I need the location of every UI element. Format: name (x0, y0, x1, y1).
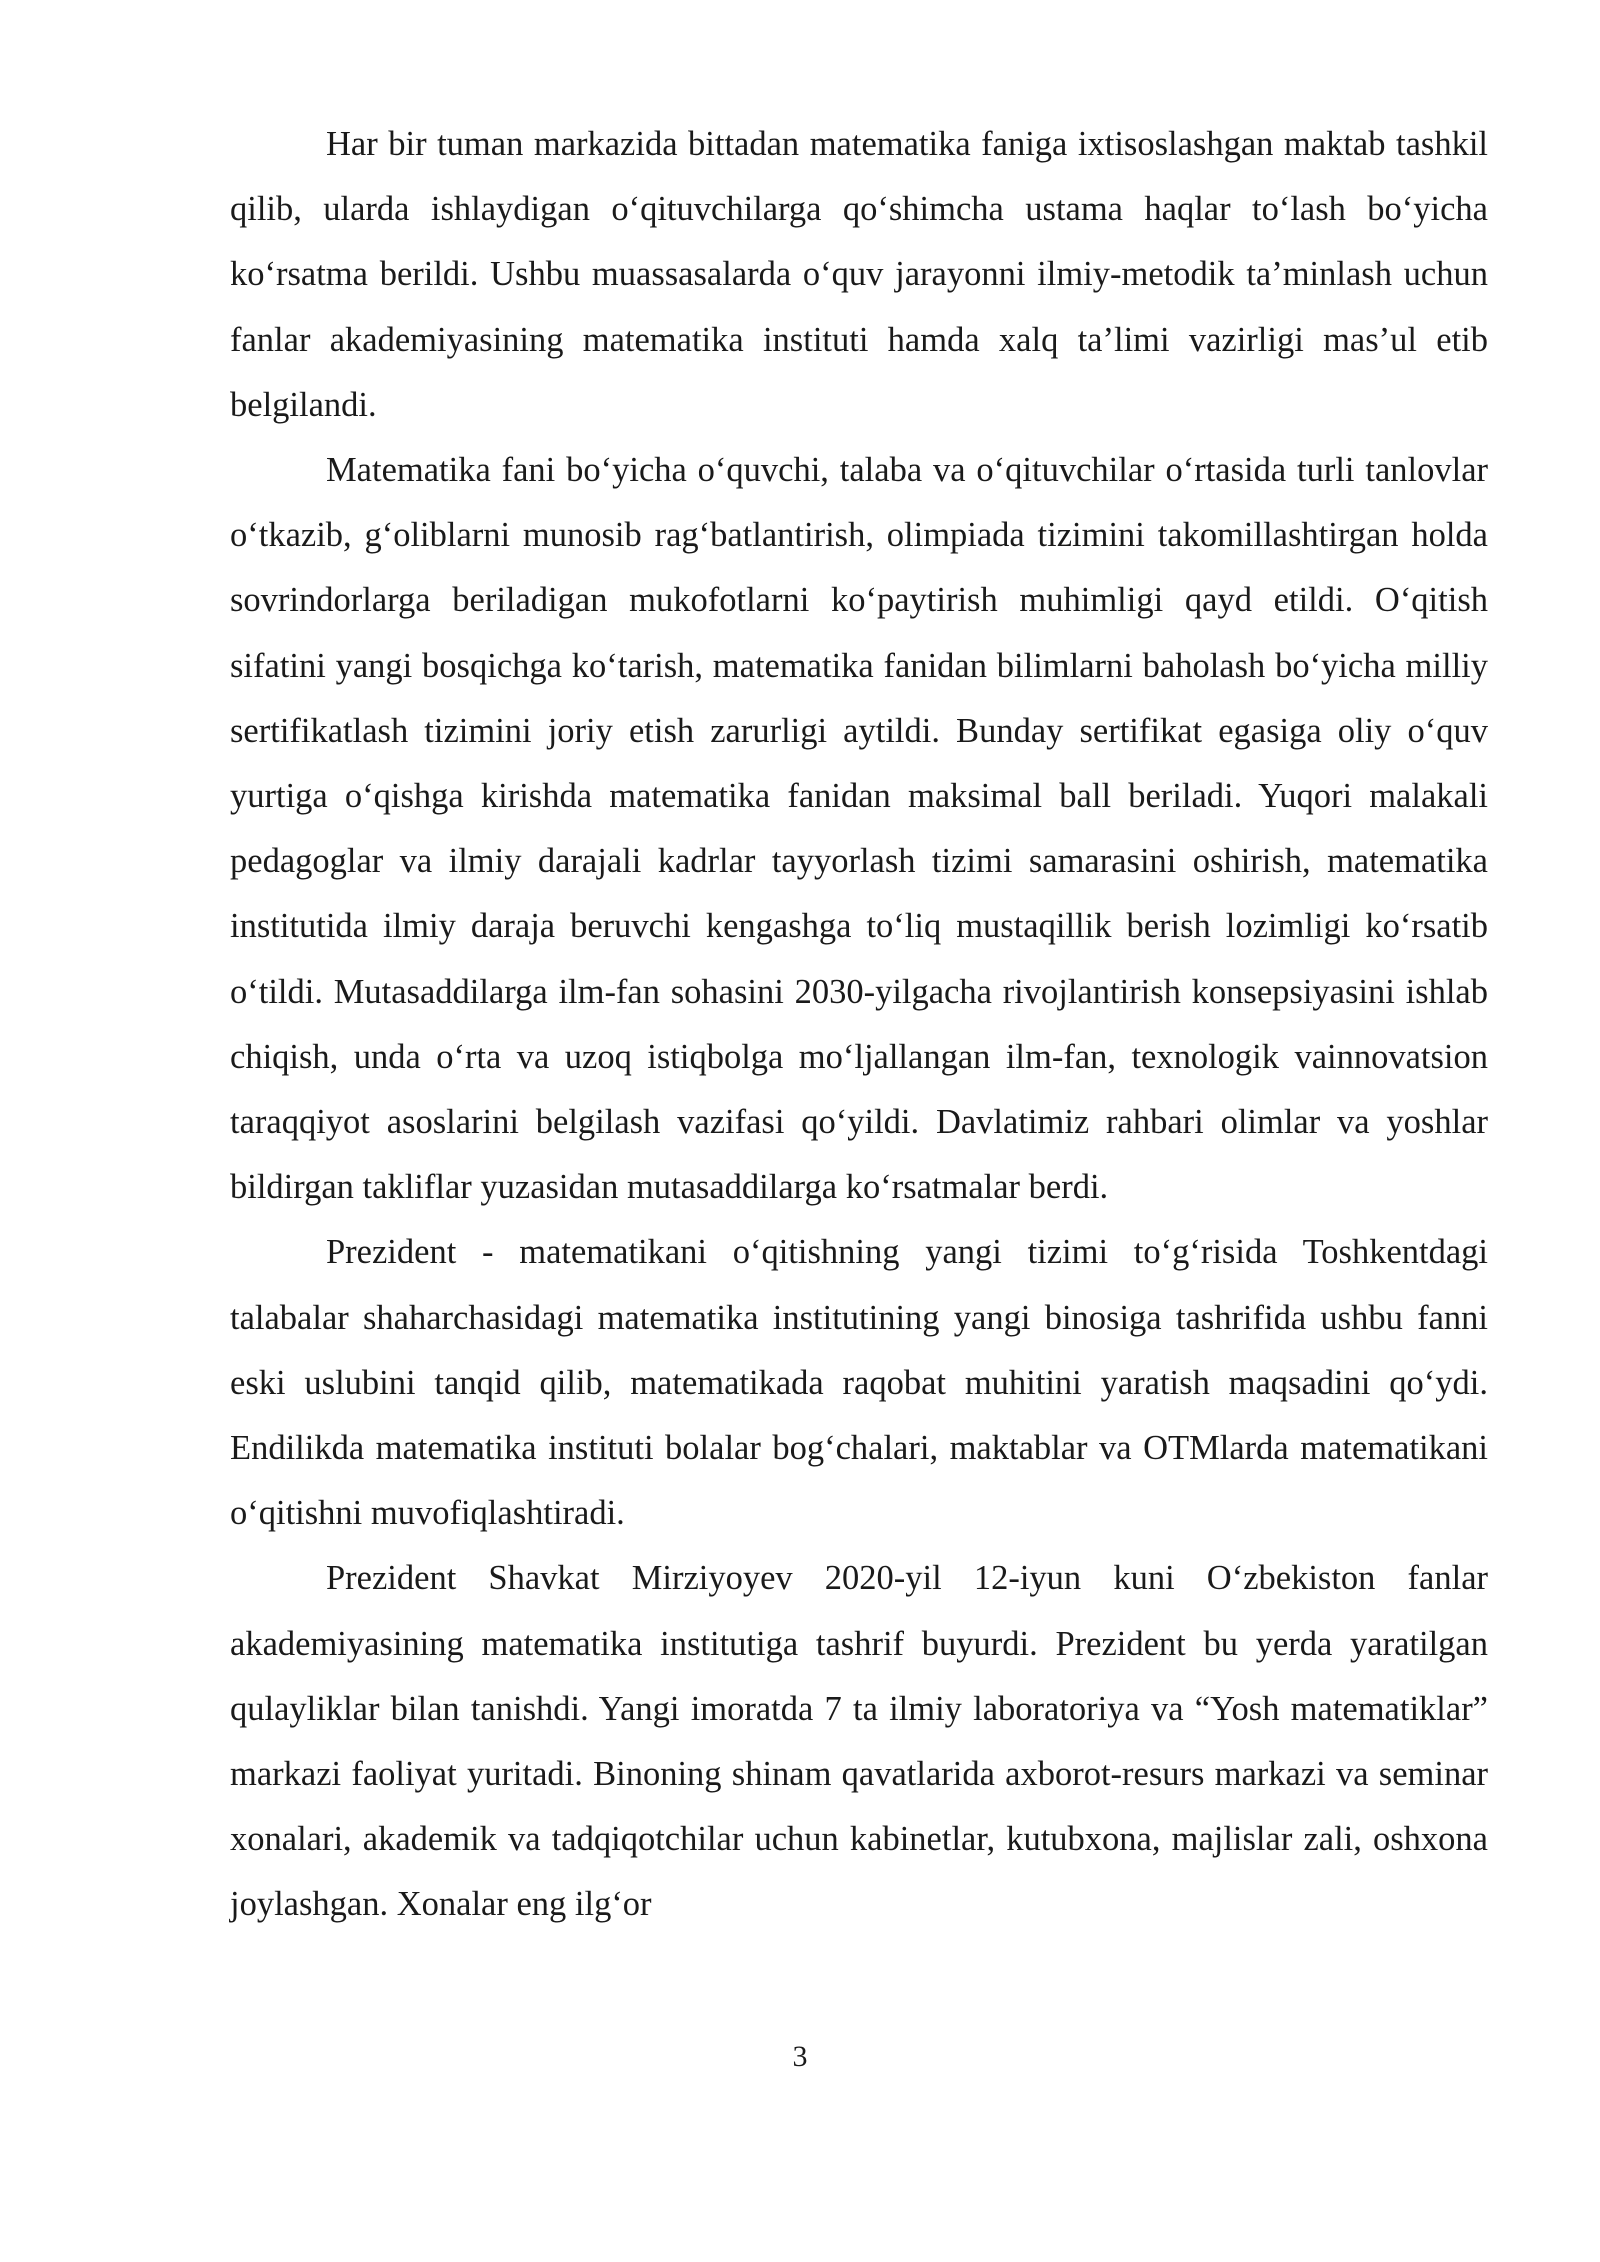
paragraph: Har bir tuman markazida bittadan matematika faniga ixtisoslashgan maktab tashkil qilib, ularda ishlaydigan o‘qituvchilarga qo‘shimcha ustama haqlar to‘lash bo‘yicha ko‘rsatma berildi. Ushbu muassasalarda o‘quv jarayonni ilmiy-metodik ta’minlash uchun fanlar akademiyasining matematika instituti hamda xalq ta’limi vazirligi mas’ul etib belgilandi. (230, 125, 1488, 424)
paragraph: Prezident Shavkat Mirziyoyev 2020-yil 12-iyun kuni O‘zbekiston fanlar akademiyasining matematika institutiga tashrif buyurdi. Prezident bu yerda yaratilgan qulayliklar bilan tanishdi. Yangi imoratda 7 ta ilmiy laboratoriya va “Yosh matematiklar” markazi faoliyat yuritadi. Binoning shinam qavatlarida axborot-resurs markazi va seminar xonalari, akademik va tadqiqotchilar uchun kabinetlar, kutubxona, majlislar zali, oshxona joylashgan. Xonalar eng ilg‘or (230, 1559, 1488, 1924)
paragraph: Prezident - matematikani o‘qitishning yangi tizimi to‘g‘risida Toshkentdagi talabalar shaharchasidagi matematika institutining yangi binosiga tashrifida ushbu fanni eski uslubini tanqid qilib, matematikada raqobat muhitini yaratish maqsadini qo‘ydi. Endilikda matematika instituti bolalar bog‘chalari, maktablar va OTMlarda matematikani o‘qitishni muvofiqlashtiradi. (230, 1233, 1488, 1533)
paragraph: Matematika fani bo‘yicha o‘quvchi, talaba va o‘qituvchilar o‘rtasida turli tanlovlar o‘tkazib, g‘oliblarni munosib rag‘batlantirish, olimpiada tizimini takomillashtirgan holda sovrindorlarga beriladigan mukofotlarni ko‘paytirish muhimligi qayd etildi. O‘qitish sifatini yangi bosqichga ko‘tarish, matematika fanidan bilimlarni baholash bo‘yicha milliy sertifikatlash tizimini joriy etish zarurligi aytildi. Bunday sertifikat egasiga oliy o‘quv yurtiga o‘qishga kirishda matematika fanidan maksimal ball beriladi. Yuqori malakali pedagoglar va ilmiy darajali kadrlar tayyorlash tizimi samarasini oshirish, matematika institutida ilmiy daraja beruvchi kengashga to‘liq mustaqillik berish lozimligi ko‘rsatib o‘tildi. Mutasaddilarga ilm-fan sohasini 2030-yilgacha rivojlantirish konsepsiyasini ishlab chiqish, unda o‘rta va uzoq istiqbolga mo‘ljallangan ilm-fan, texnologik vainnovatsion taraqqiyot asoslarini belgilash vazifasi qo‘yildi. Davlatimiz rahbari olimlar va yoshlar bildirgan takliflar yuzasidan mutasaddilarga ko‘rsatmalar berdi. (230, 451, 1488, 1207)
page-number: 3 (792, 2040, 808, 2073)
body-text (230, 112, 1488, 1938)
